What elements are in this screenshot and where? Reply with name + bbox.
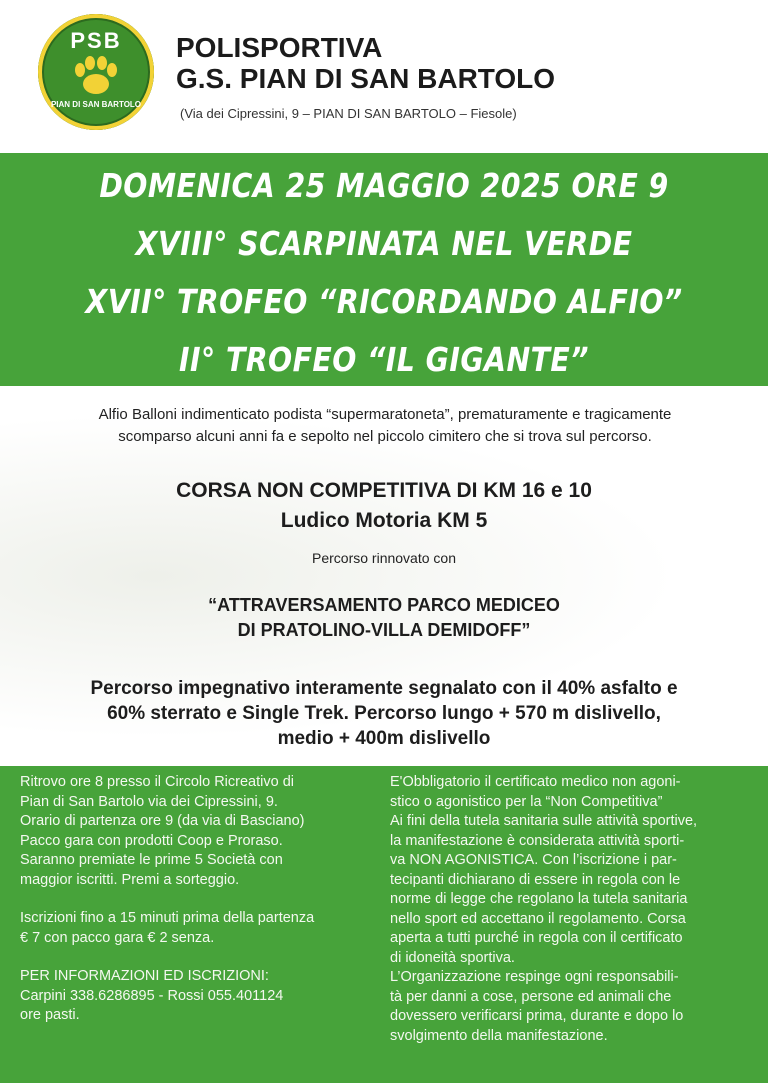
trophy-gigante: II° TROFEO “IL GIGANTE” — [179, 340, 589, 379]
regulations-column — [390, 773, 742, 1046]
memorial-text — [40, 404, 730, 448]
paw-icon — [72, 56, 120, 96]
club-logo — [38, 14, 154, 130]
regulation-line: di idoneità sportiva. — [390, 949, 515, 966]
regulation-line: dovessero verificarsi prima, durante e dopo lo — [390, 1008, 684, 1024]
course-line1: Percorso impegnativo interamente segnalato con il 40% asfalto e — [90, 678, 678, 699]
logistics-line: Orario di partenza ore 9 (da via di Basciano) — [20, 813, 305, 829]
regulation-line: L’Organizzazione respinge ogni responsabili- — [390, 969, 679, 985]
regulation-line: svolgimento della manifestazione. — [390, 1027, 608, 1044]
registration-fee: € 7 con pacco gara € 2 senza. — [20, 929, 215, 946]
logistics-line: Pacco gara con prodotti Coop e Proraso. — [20, 832, 283, 849]
park-crossing — [0, 593, 768, 643]
logistics-line: Ritrovo ore 8 presso il Circolo Ricreativo di — [20, 774, 294, 790]
contact-hours: ore pasti. — [20, 1007, 80, 1023]
event-edition: XVIII° SCARPINATA NEL VERDE — [135, 224, 633, 263]
contact-heading: PER INFORMAZIONI ED ISCRIZIONI: — [20, 968, 269, 984]
regulation-line: Ai fini della tutela sanitaria sulle attività sportive, — [390, 813, 698, 829]
event-details — [0, 386, 768, 766]
organization-address: (Via dei Cipressini, 9 – PIAN DI SAN BARTOLO – Fiesole) — [180, 106, 517, 121]
logistics-line: Saranno premiate le prime 5 Società con — [20, 852, 283, 868]
flyer-header — [0, 0, 768, 150]
race-title — [0, 476, 768, 536]
regulation-line: stico o agonistico per la “Non Competitiva” — [390, 793, 663, 810]
race-title-line1: CORSA NON COMPETITIVA DI KM 16 e 10 — [176, 479, 592, 502]
park-line1: “ATTRAVERSAMENTO PARCO MEDICEO — [208, 595, 560, 615]
logo-ring-text: PIAN DI SAN BARTOLO — [50, 100, 142, 109]
event-date: DOMENICA 25 MAGGIO 2025 ORE 9 — [99, 166, 669, 205]
regulation-line: nello sport ed accettano il regolamento. Corsa — [390, 910, 686, 927]
logistics-line: maggior iscritti. Premi a sorteggio. — [20, 871, 240, 888]
regulation-line: norme di legge che regolano la tutela sanitaria — [390, 891, 688, 907]
memorial-line2: scomparso alcuni anni fa e sepolto nel piccolo cimitero che si trova sul percorso. — [118, 428, 652, 445]
renewed-route-label: Percorso rinnovato con — [312, 550, 456, 566]
course-line2: 60% sterrato e Single Trek. Percorso lungo + 570 m dislivello, — [107, 703, 661, 724]
park-line2: DI PRATOLINO-VILLA DEMIDOFF” — [237, 620, 531, 640]
regulation-line: E'Obbligatorio il certificato medico non agoni- — [390, 774, 681, 790]
contact-phones: Carpini 338.6286895 - Rossi 055.401124 — [20, 987, 284, 1004]
organization-name — [176, 32, 555, 94]
logistics-line: Pian di San Bartolo via dei Cipressini, 9. — [20, 793, 278, 810]
regulation-line: aperta a tutti purché in regola con il certificato — [390, 930, 683, 946]
info-footer — [0, 766, 768, 1083]
regulation-line: la manifestazione è considerata attività sporti- — [390, 832, 685, 849]
registration-line: Iscrizioni fino a 15 minuti prima della partenza — [20, 910, 315, 926]
org-name-line1: POLISPORTIVA — [176, 32, 383, 63]
memorial-line1: Alfio Balloni indimenticato podista “supermaratoneta”, prematuramente e tragicamente — [98, 406, 672, 423]
logo-letters: PSB — [70, 28, 122, 53]
course-line3: medio + 400m dislivello — [277, 728, 491, 749]
regulation-line: va NON AGONISTICA. Con l’iscrizione i par- — [390, 852, 677, 868]
regulation-line: tà per danni a cose, persone ed animali che — [390, 988, 672, 1005]
course-description — [20, 676, 748, 751]
trophy-alfio: XVII° TROFEO “RICORDANDO ALFIO” — [85, 282, 683, 321]
org-name-line2: G.S. PIAN DI SAN BARTOLO — [176, 63, 556, 94]
logistics-column — [20, 773, 370, 1026]
race-title-line2: Ludico Motoria KM 5 — [280, 509, 488, 532]
regulation-line: tecipanti dichiarano di essere in regola con le — [390, 871, 681, 888]
event-title-banner — [0, 153, 768, 386]
